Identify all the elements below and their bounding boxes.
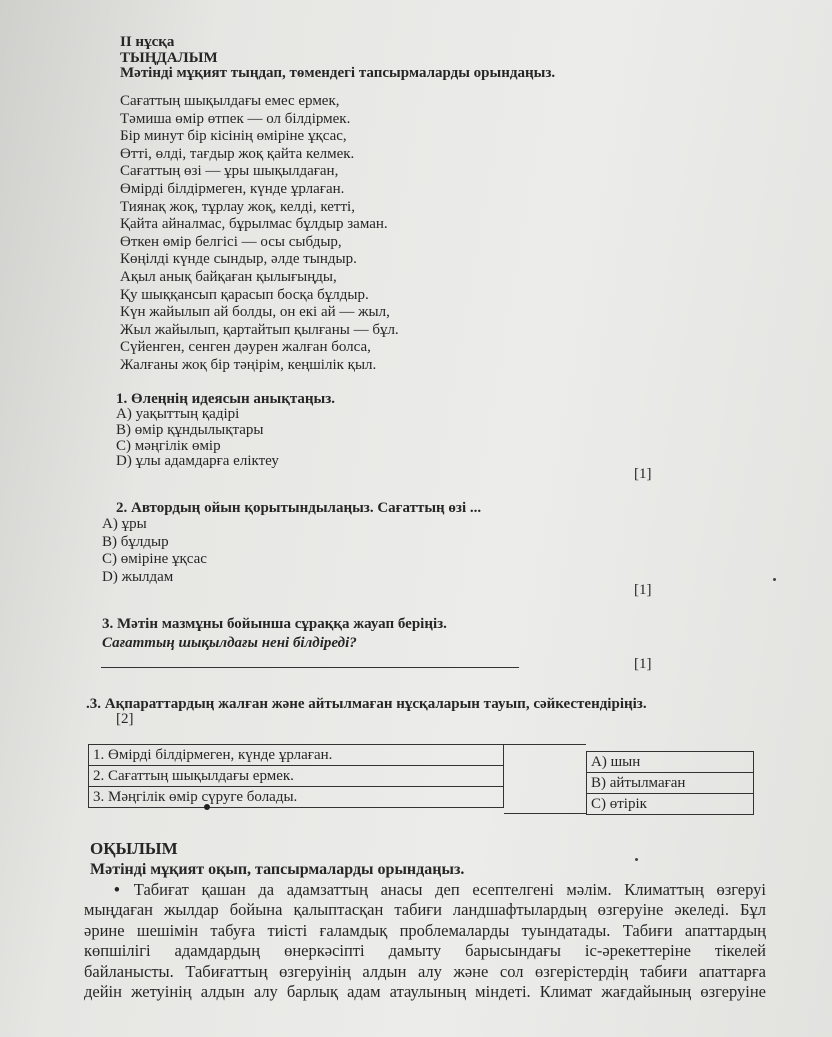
q3-answer-line[interactable] [101,667,519,668]
reading-paragraph [84,880,766,1002]
q1-options [116,407,279,470]
poem-line: Қу шыққансып қарасып босқа бұлдыр. [120,286,369,303]
q3-mark: [1] [634,656,652,672]
reading-heading: ОҚЫЛЫМ [90,839,178,858]
q1-mark: [1] [634,466,652,482]
listening-heading: ТЫҢДАЛЫМ [120,50,218,66]
poem-line: Тиянақ жоқ, тұрлау жоқ, келді, кетті, [120,198,355,215]
reading-line: дейін жетуінің алдын алу барлық адам атаулының міндеті. Климат жағдайының өзгеруіне [84,982,766,1002]
variant-label: II нұсқа [120,34,175,50]
reading-instruction: Мәтінді мұқият оқып, тапсырмаларды орындаңыз. [90,861,465,878]
speck [635,858,638,861]
match-right-item-b: В) айтылмаған [587,773,754,794]
poem-line: Сағаттың өзі — ұры шықылдаған, [120,163,339,180]
reading-line: мыңдаған жылдар бойына қалыптасқан табиғи ландшафтылардың өзгеруіне әкеледі. Бұл [84,900,766,920]
bullet-icon: • [114,880,120,899]
q4-question [86,695,647,713]
q3-subquestion: Сағаттың шықылдағы нені білдіреді? [102,635,357,651]
matching-table-left [88,744,504,808]
q3-question: 3. Мәтін мазмұны бойынша сұраққа жауап беріңіз. [102,616,447,632]
matching-table-top-rule [504,744,586,745]
q2-option-d: D) жылдам [102,568,174,585]
poem-line: Сүйенген, сенген дәурен жалған болса, [120,339,371,356]
pen-mark [204,804,210,810]
match-left-item-3: 3. Мәңгілік өмір сүруге болады. [89,787,504,808]
q1-option-d: D) ұлы адамдарға еліктеу [116,453,279,470]
poem-line: Өмірді білдірмеген, күнде ұрлаған. [120,180,345,197]
match-right-item-a: А) шын [587,752,754,773]
reading-line: • Табиғат қашан да адамзаттың анасы деп есептелгені мәлім. Климаттың өзгеруі [114,880,766,899]
q2-option-c: С) өміріне ұқсас [102,551,207,567]
q4-mark: [2] [116,711,134,727]
poem-line: Көңілді күнде сындыр, әлде тындыр. [120,251,357,268]
q1-question: 1. Өлеңнің идеясын анықтаңыз. [116,391,336,407]
poem-line: Ақыл анық байқаған қылығыңды, [120,268,337,285]
reading-line: көпшілігі адамдардың өнеркәсіпті дамыту барысындағы іс-әрекеттеріне тікелей [84,941,766,961]
match-left-item-1: 1. Өмірді білдірмеген, күнде ұрлаған. [89,745,504,766]
match-left-item-2: 2. Сағаттың шықылдағы ермек. [89,766,504,787]
speck [773,578,776,581]
q2-options [102,516,207,586]
q4-number: .3. [86,696,101,712]
poem-line: Жалғаны жоқ бір тәңірім, кеңшілік қыл. [120,356,377,373]
poem-line: Тәмиша өмір өтпек — ол білдірмек. [120,110,351,127]
matching-table-bottom-rule [504,813,586,814]
listening-instruction: Мәтінді мұқият тыңдап, төмендегі тапсырмаларды орындаңыз. [120,65,556,81]
reading-line: әрине шешімін табуға тиісті ғаламдық проблемаларды туындатады. Табиғи апаттардың [84,920,766,940]
reading-line: байланысты. Табиғаттың өзгеруінің алдын алу және сол өзгерістердің табиғи апаттарға [84,961,766,981]
match-right-item-c: С) өтірік [587,794,754,815]
q2-mark: [1] [634,582,652,598]
poem-line: Қайта айналмас, бұрылмас бұлдыр заман. [120,216,388,233]
q1-option-c: С) мәңгілік өмір [116,437,221,454]
matching-table-right [586,751,754,815]
q1-option-b: В) өмір құндылықтары [116,421,264,438]
q2-option-a: А) ұры [102,516,147,532]
poem-line: Өтті, өлді, тағдыр жоқ қайта келмек. [120,145,355,162]
poem [120,93,399,375]
q4-text: Ақпараттардың жалған және айтылмаған нұсқаларын тауып, сәйкестендіріңіз. [104,696,647,712]
q1-option-a: А) уақыттың қадірі [116,406,240,422]
q2-option-b: В) бұлдыр [102,533,169,550]
poem-line: Жыл жайылып, қартайтып қылғаны — бұл. [120,321,399,338]
poem-line: Күн жайылып ай болды, он екі ай — жыл, [120,304,390,321]
q2-question: 2. Автордың ойын қорытындылаңыз. Сағаттың өзі ... [116,500,482,516]
poem-line: Өткен өмір белгісі — осы сыбдыр, [120,233,342,250]
poem-line: Сағаттың шықылдағы емес ермек, [120,93,340,109]
poem-line: Бір минут бір кісінің өміріне ұқсас, [120,128,347,145]
